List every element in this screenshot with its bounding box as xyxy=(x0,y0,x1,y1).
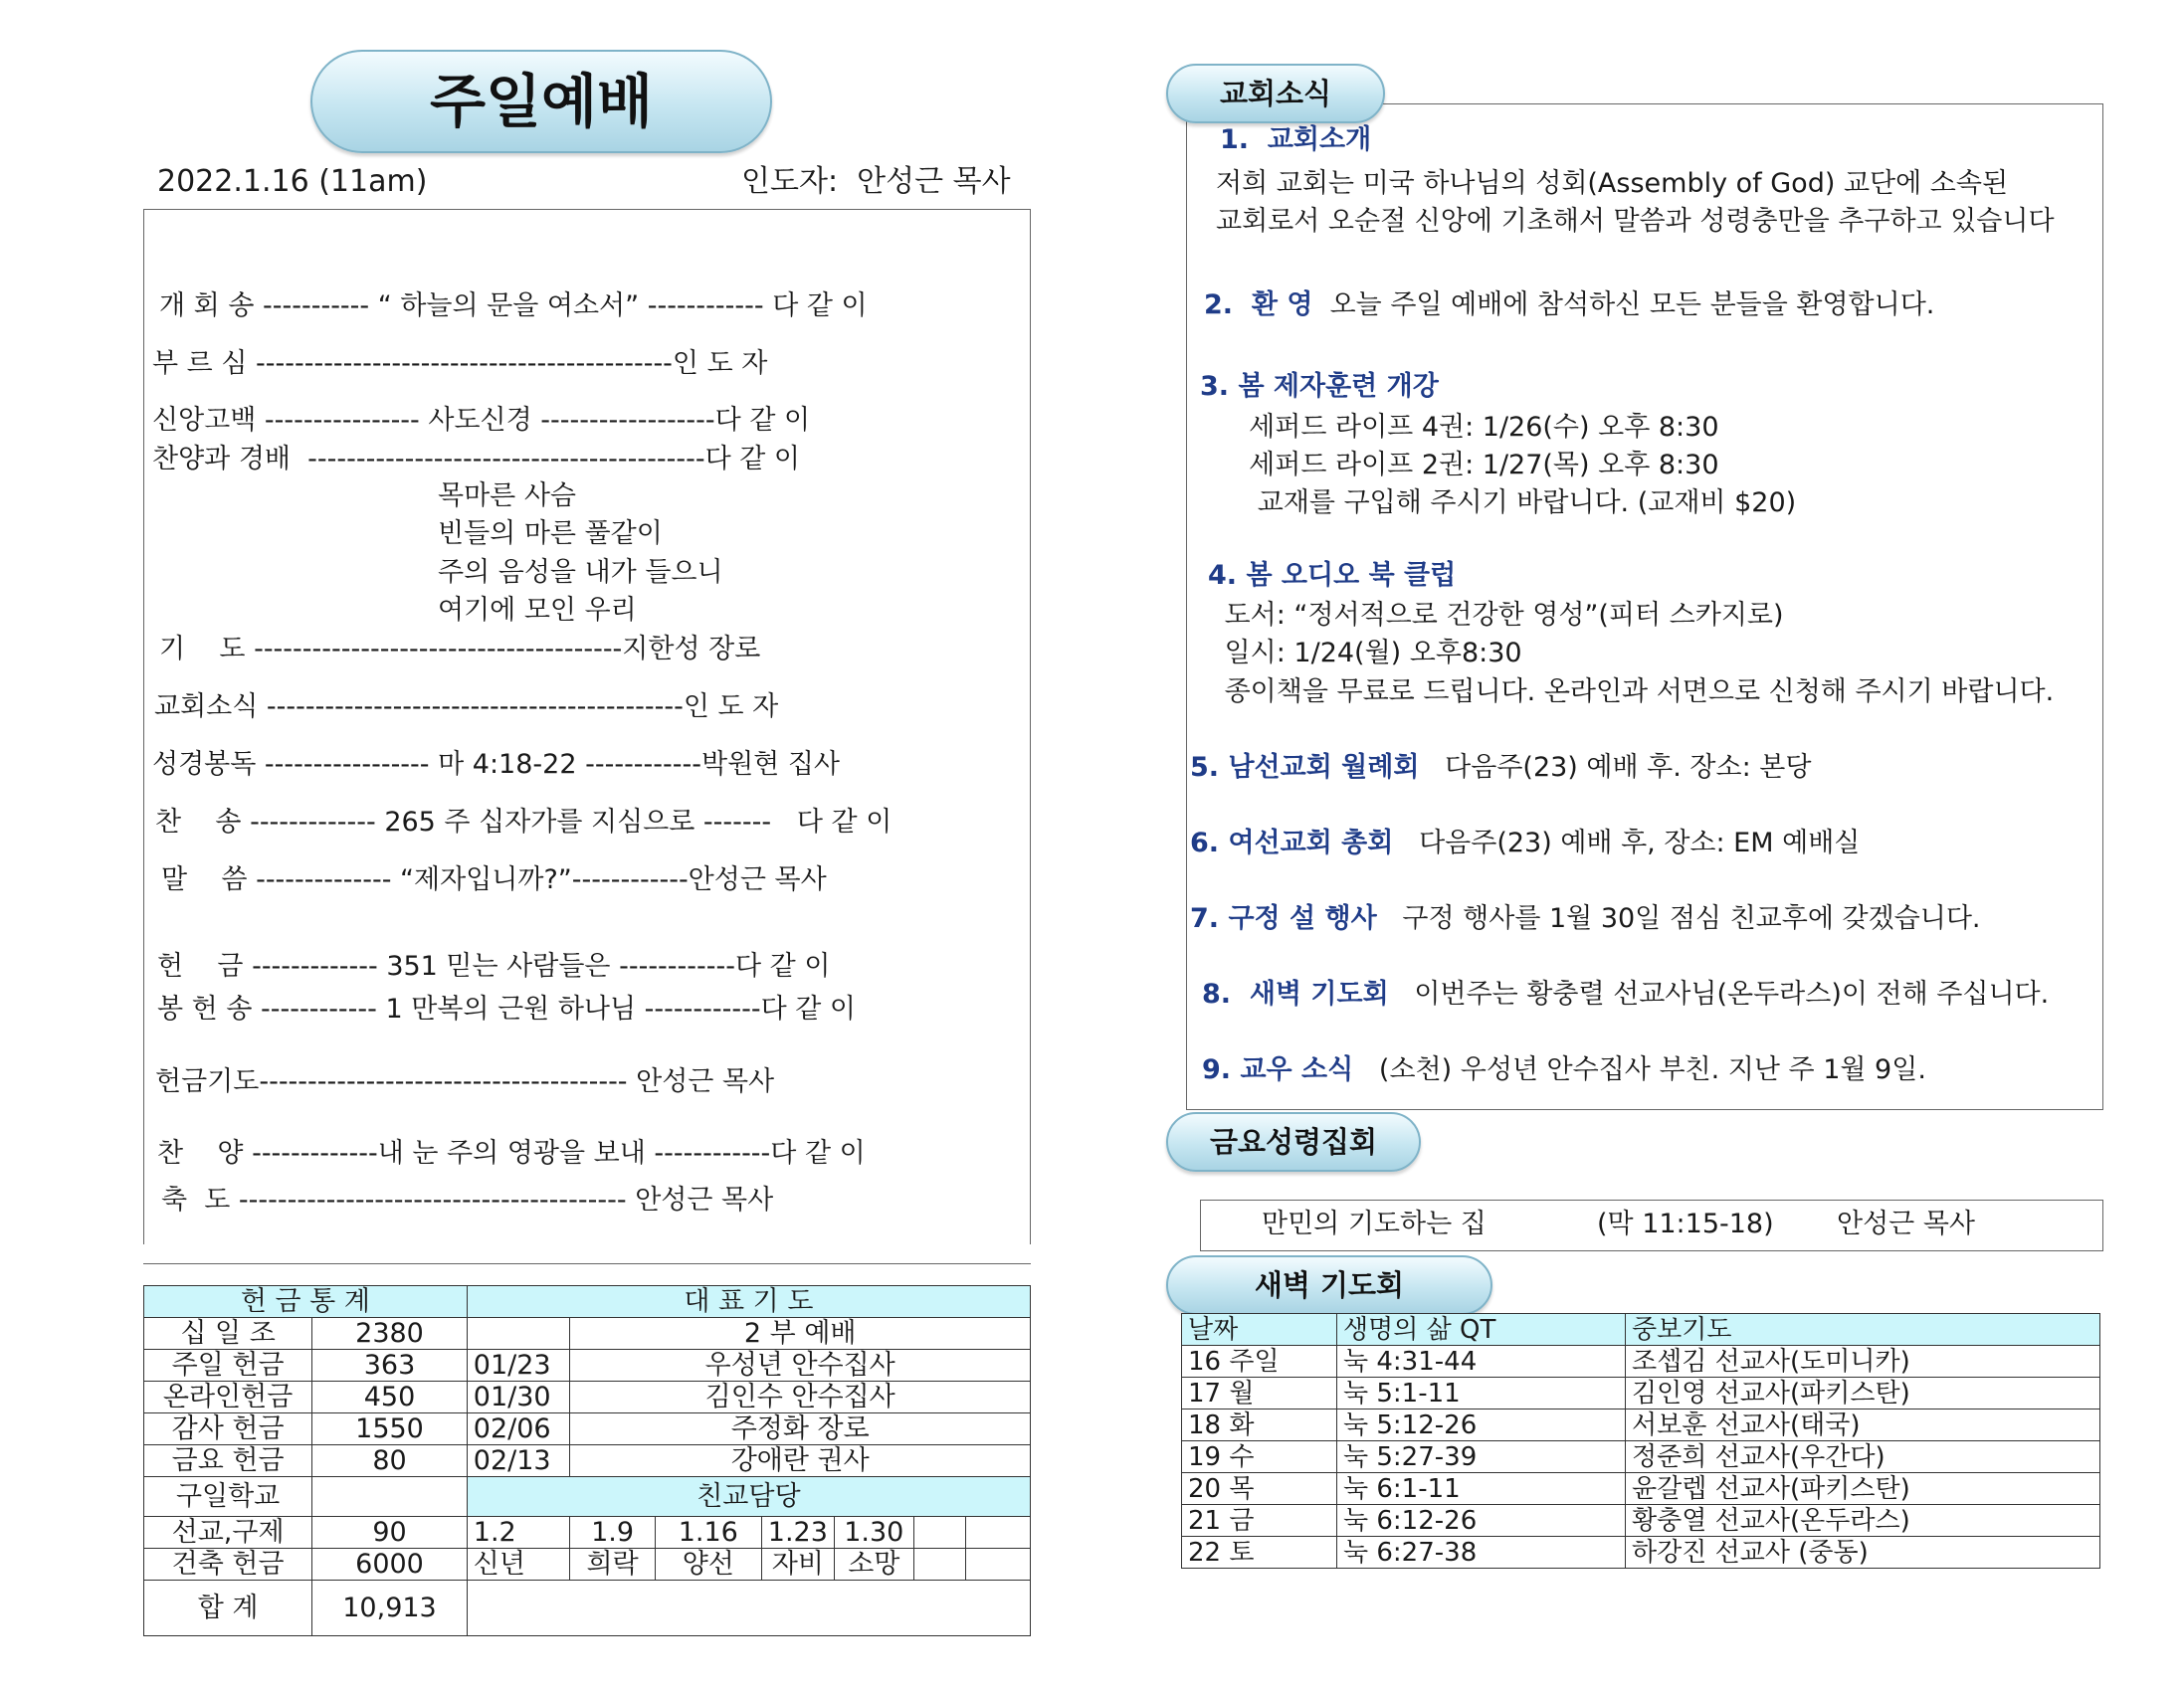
dawn-prayer-table xyxy=(1181,1313,2100,1569)
news-item-body: 교회로서 오순절 신앙에 기초해서 말씀과 성령충만을 추구하고 있습니다 xyxy=(1216,206,2055,237)
dawn-qt: 눅 4:31-44 xyxy=(1337,1346,1626,1378)
dawn-qt: 눅 6:27-38 xyxy=(1337,1537,1626,1569)
offering-total-label: 합 계 xyxy=(144,1581,312,1636)
dawn-day: 16 주일 xyxy=(1182,1346,1337,1378)
news-item xyxy=(1232,486,1796,520)
news-item xyxy=(1208,559,1456,593)
fellowship-date: 1.9 xyxy=(570,1517,655,1549)
offering-label: 주일 헌금 xyxy=(144,1350,312,1382)
news-item xyxy=(1200,370,1439,404)
dawn-qt: 눅 5:27-39 xyxy=(1337,1441,1626,1473)
order-item: 헌 금 ------------- 351 믿는 사람들은 ------------다 같 이 xyxy=(157,951,831,982)
dawn-qt: 눅 6:12-26 xyxy=(1337,1505,1626,1537)
news-item-body: 구정 행사를 1월 30일 점심 친교후에 갖겠습니다. xyxy=(1376,903,1981,934)
offering-value: 90 xyxy=(312,1517,468,1549)
news-item xyxy=(1202,978,2049,1012)
prayer-date: 01/30 xyxy=(467,1382,570,1413)
dawn-header-prayer: 중보기도 xyxy=(1626,1314,2100,1346)
offering-label: 구일학교 xyxy=(144,1477,312,1517)
prayer-header: 대 표 기 도 xyxy=(467,1286,1030,1318)
news-item xyxy=(1232,449,1719,482)
empty-cell xyxy=(965,1517,1030,1549)
table-row xyxy=(1182,1409,2100,1441)
friday-speaker: 안성근 목사 xyxy=(1837,1209,1975,1239)
news-item-body: 세퍼드 라이프 2권: 1/27(목) 오후 8:30 xyxy=(1232,450,1719,480)
dawn-qt: 눅 5:12-26 xyxy=(1337,1409,1626,1441)
news-item xyxy=(1190,827,1860,860)
offering-header: 헌 금 통 계 xyxy=(144,1286,468,1318)
order-divider xyxy=(143,1263,1031,1264)
offering-value: 1550 xyxy=(312,1413,468,1445)
news-item-body: (소천) 우성년 안수집사 부친. 지난 주 1월 9일. xyxy=(1353,1054,1926,1085)
news-item-body: 다음주(23) 예배 후. 장소: 본당 xyxy=(1419,752,1812,783)
news-item xyxy=(1204,288,1934,322)
dawn-title: 새벽 기도회 xyxy=(1254,1268,1405,1302)
offering-value: 80 xyxy=(312,1445,468,1477)
dawn-prayer: 김인영 선교사(파키스탄) xyxy=(1626,1378,2100,1409)
fellowship-group: 신년 xyxy=(467,1549,570,1581)
news-item-heading: 8. 새벽 기도회 xyxy=(1202,979,1389,1010)
offering-label: 선교,구제 xyxy=(144,1517,312,1549)
fellowship-date: 1.23 xyxy=(761,1517,834,1549)
prayer-date: 02/13 xyxy=(467,1445,570,1477)
service-date: 2022.1.16 (11am) xyxy=(157,164,428,199)
offering-value: 363 xyxy=(312,1350,468,1382)
dawn-prayer: 조셉김 선교사(도미니카) xyxy=(1626,1346,2100,1378)
order-item: 헌금기도-------------------------------------- 안성근 목사 xyxy=(155,1066,775,1097)
fellowship-date: 1.2 xyxy=(467,1517,570,1549)
offering-value xyxy=(312,1477,468,1517)
dawn-header-day: 날짜 xyxy=(1182,1314,1337,1346)
order-item: 성경봉독 ----------------- 마 4:18-22 ------------박원현 집사 xyxy=(152,749,841,780)
order-item: 봉 헌 송 ------------ 1 만복의 근원 하나님 ------------다 같 이 xyxy=(157,994,856,1025)
friday-title: 금요성령집회 xyxy=(1209,1125,1378,1159)
empty-cell xyxy=(467,1318,570,1350)
table-row xyxy=(1182,1473,2100,1505)
prayer-name: 우성년 안수집사 xyxy=(570,1350,1031,1382)
fellowship-date xyxy=(913,1517,965,1549)
offering-label: 십 일 조 xyxy=(144,1318,312,1350)
fellowship-group: 소망 xyxy=(834,1549,913,1581)
dawn-prayer: 황충열 선교사(온두라스) xyxy=(1626,1505,2100,1537)
dawn-day: 18 화 xyxy=(1182,1409,1337,1441)
news-item xyxy=(1216,675,2054,709)
prayer-date: 01/23 xyxy=(467,1350,570,1382)
news-item xyxy=(1202,1053,1926,1087)
dawn-prayer: 서보훈 선교사(태국) xyxy=(1626,1409,2100,1441)
news-item xyxy=(1216,205,2055,239)
service-leader: 인도자: 안성근 목사 xyxy=(741,164,1011,199)
news-item xyxy=(1232,411,1719,445)
dawn-title-banner xyxy=(1166,1255,1492,1315)
dawn-prayer: 정준희 선교사(우간다) xyxy=(1626,1441,2100,1473)
offering-label: 금요 헌금 xyxy=(144,1445,312,1477)
table-row xyxy=(1182,1537,2100,1569)
friday-verse: (막 11:15-18) xyxy=(1597,1209,1774,1239)
worship-song: 여기에 모인 우리 xyxy=(438,595,637,626)
worship-song: 빈들의 마른 풀같이 xyxy=(438,518,663,549)
news-title: 교회소식 xyxy=(1219,77,1332,110)
offering-label: 감사 헌금 xyxy=(144,1413,312,1445)
order-item: 신앙고백 ---------------- 사도신경 ------------------다 같 이 xyxy=(152,405,811,436)
fellowship-date: 1.16 xyxy=(655,1517,761,1549)
worship-title: 주일예배 xyxy=(429,68,654,135)
order-item: 찬양과 경배 -----------------------------------------다 같 이 xyxy=(152,444,801,474)
empty-cell xyxy=(467,1581,1030,1636)
table-row xyxy=(1182,1378,2100,1409)
news-item xyxy=(1220,123,1371,157)
news-item xyxy=(1216,167,2008,201)
offering-total-value: 10,913 xyxy=(312,1581,468,1636)
worship-song: 목마른 사슴 xyxy=(438,480,576,511)
news-item-body: 오늘 주일 예배에 참석하신 모든 분들을 환영합니다. xyxy=(1312,289,1935,320)
fellowship-group: 자비 xyxy=(761,1549,834,1581)
prayer-date: 02/06 xyxy=(467,1413,570,1445)
table-row xyxy=(1182,1441,2100,1473)
dawn-day: 20 목 xyxy=(1182,1473,1337,1505)
friday-title-banner xyxy=(1166,1112,1421,1172)
order-item: 기 도 --------------------------------------지한성 장로 xyxy=(159,634,761,664)
news-item-heading: 7. 구정 설 행사 xyxy=(1190,903,1377,934)
order-item: 말 씀 -------------- “제자입니까?”------------안성근 목사 xyxy=(161,864,827,895)
worship-title-banner xyxy=(310,50,772,153)
news-item-heading: 4. 봄 오디오 북 클럽 xyxy=(1208,560,1457,591)
fellowship-header: 친교담당 xyxy=(467,1477,1030,1517)
dawn-prayer: 하강진 선교사 (중동) xyxy=(1626,1537,2100,1569)
prayer-service: 2 부 예배 xyxy=(570,1318,1031,1350)
order-item: 축 도 ---------------------------------------- 안성근 목사 xyxy=(161,1185,774,1216)
dawn-qt: 눅 6:1-11 xyxy=(1337,1473,1626,1505)
worship-song: 주의 음성을 내가 들으니 xyxy=(438,557,723,588)
order-item: 교회소식 -------------------------------------------인 도 자 xyxy=(154,691,779,722)
news-item xyxy=(1190,902,1981,936)
news-item-heading: 9. 교우 소식 xyxy=(1202,1054,1354,1085)
dawn-qt: 눅 5:1-11 xyxy=(1337,1378,1626,1409)
news-item-heading: 5. 남선교회 월례회 xyxy=(1190,752,1420,783)
offering-value: 450 xyxy=(312,1382,468,1413)
news-item-body: 교재를 구입해 주시기 바랍니다. (교재비 $20) xyxy=(1232,487,1797,518)
prayer-name: 주정화 장로 xyxy=(570,1413,1031,1445)
news-item xyxy=(1216,599,1784,633)
news-item-body: 일시: 1/24(월) 오후8:30 xyxy=(1216,638,1522,668)
news-item-heading: 3. 봄 제자훈련 개강 xyxy=(1200,371,1439,402)
offering-label: 온라인헌금 xyxy=(144,1382,312,1413)
dawn-day: 21 금 xyxy=(1182,1505,1337,1537)
dawn-day: 17 월 xyxy=(1182,1378,1337,1409)
dawn-prayer: 윤갈렙 선교사(파키스탄) xyxy=(1626,1473,2100,1505)
news-item xyxy=(1216,637,1522,670)
offering-value: 6000 xyxy=(312,1549,468,1581)
news-item-body: 이번주는 황충렬 선교사님(온두라스)이 전해 주십니다. xyxy=(1388,979,2050,1010)
order-item: 부 르 심 -------------------------------------------인 도 자 xyxy=(152,348,768,379)
table-row xyxy=(1182,1346,2100,1378)
dawn-header-qt: 생명의 삶 QT xyxy=(1337,1314,1626,1346)
offering-label: 건축 헌금 xyxy=(144,1549,312,1581)
friday-topic: 만민의 기도하는 집 xyxy=(1262,1209,1487,1239)
prayer-name: 김인수 안수집사 xyxy=(570,1382,1031,1413)
news-item-body: 종이책을 무료로 드립니다. 온라인과 서면으로 신청해 주시기 바랍니다. xyxy=(1216,676,2055,707)
fellowship-date: 1.30 xyxy=(834,1517,913,1549)
dawn-day: 19 수 xyxy=(1182,1441,1337,1473)
offering-value: 2380 xyxy=(312,1318,468,1350)
order-item: 찬 송 ------------- 265 주 십자가를 지심으로 ------- 다 같 이 xyxy=(155,807,893,838)
news-item-body: 세퍼드 라이프 4권: 1/26(수) 오후 8:30 xyxy=(1232,412,1719,443)
order-item: 개 회 송 ----------- “ 하늘의 문을 여소서” ------------ 다 같 이 xyxy=(159,290,868,321)
order-item: 찬 양 -------------내 눈 주의 영광을 보내 ------------다 같 이 xyxy=(157,1138,866,1169)
news-item-heading: 1. 교회소개 xyxy=(1220,124,1372,155)
fellowship-group: 양선 xyxy=(655,1549,761,1581)
news-item-body: 도서: “정서적으로 건강한 영성”(피터 스카지로) xyxy=(1216,600,1784,631)
news-item xyxy=(1190,751,1811,785)
news-item-body: 다음주(23) 예배 후, 장소: EM 예배실 xyxy=(1393,828,1861,858)
empty-cell xyxy=(965,1549,1030,1581)
news-item-body: 저희 교회는 미국 하나님의 성회(Assembly of God) 교단에 소속된 xyxy=(1216,168,2009,199)
news-title-banner xyxy=(1166,64,1385,123)
prayer-name: 강애란 권사 xyxy=(570,1445,1031,1477)
news-item-heading: 2. 환 영 xyxy=(1204,289,1313,320)
fellowship-group: 희락 xyxy=(570,1549,655,1581)
fellowship-group xyxy=(913,1549,965,1581)
news-item-heading: 6. 여선교회 총회 xyxy=(1190,828,1394,858)
dawn-day: 22 토 xyxy=(1182,1537,1337,1569)
table-row xyxy=(1182,1505,2100,1537)
offering-and-prayer-table xyxy=(143,1285,1031,1636)
